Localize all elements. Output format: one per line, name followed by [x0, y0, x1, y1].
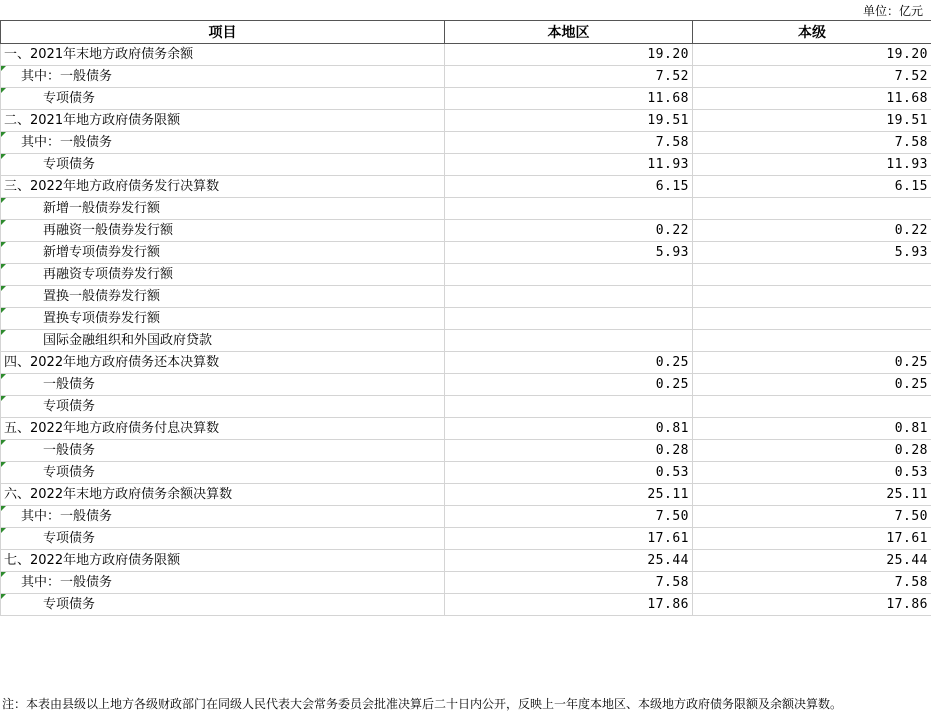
- table-row: [1, 352, 931, 374]
- local-value-cell[interactable]: 5.93: [445, 242, 693, 264]
- level-value-cell[interactable]: [693, 264, 931, 286]
- table-row: [1, 154, 931, 176]
- row-label: 一般债务: [43, 377, 96, 392]
- local-value-cell[interactable]: 0.81: [445, 418, 693, 440]
- local-value-cell[interactable]: 7.58: [445, 572, 693, 594]
- level-value-cell[interactable]: 11.93: [693, 154, 931, 176]
- level-value-cell[interactable]: 19.51: [693, 110, 931, 132]
- cell-marker-icon: [1, 330, 6, 335]
- row-label: 专项债务: [43, 399, 96, 414]
- table-row: [1, 374, 931, 396]
- level-value-cell[interactable]: 0.25: [693, 374, 931, 396]
- level-value-cell[interactable]: 7.52: [693, 66, 931, 88]
- unit-label: 单位：亿元: [862, 4, 923, 18]
- row-label-cell[interactable]: [1, 352, 445, 374]
- local-value-cell[interactable]: 17.61: [445, 528, 693, 550]
- level-value-cell[interactable]: 11.68: [693, 88, 931, 110]
- table-row: [1, 286, 931, 308]
- local-value-cell[interactable]: 0.53: [445, 462, 693, 484]
- row-label: 新增一般债券发行额: [43, 201, 161, 216]
- level-value-cell[interactable]: [693, 330, 931, 352]
- row-label: 二、2021年地方政府债务限额: [4, 113, 181, 128]
- table-row: [1, 484, 931, 506]
- table-row: [1, 462, 931, 484]
- level-value-cell[interactable]: 7.50: [693, 506, 931, 528]
- local-value-cell[interactable]: [445, 264, 693, 286]
- row-label-cell[interactable]: [1, 132, 445, 154]
- cell-marker-icon: [1, 220, 6, 225]
- row-label-cell[interactable]: [1, 308, 445, 330]
- row-label-cell[interactable]: [1, 484, 445, 506]
- table-row: [1, 176, 931, 198]
- row-label-cell[interactable]: [1, 44, 445, 66]
- local-value-cell[interactable]: 19.20: [445, 44, 693, 66]
- row-label-cell[interactable]: [1, 88, 445, 110]
- row-label-cell[interactable]: [1, 198, 445, 220]
- table-row: [1, 396, 931, 418]
- row-label-cell[interactable]: [1, 154, 445, 176]
- table-row: [1, 198, 931, 220]
- row-label-cell[interactable]: [1, 264, 445, 286]
- header-local[interactable]: 本地区: [445, 21, 693, 44]
- local-value-cell[interactable]: [445, 198, 693, 220]
- row-label: 其中：一般债务: [21, 69, 113, 84]
- level-value-cell[interactable]: 17.86: [693, 594, 931, 616]
- row-label-cell[interactable]: [1, 418, 445, 440]
- row-label-cell[interactable]: [1, 462, 445, 484]
- row-label-cell[interactable]: [1, 506, 445, 528]
- local-value-cell[interactable]: 6.15: [445, 176, 693, 198]
- row-label: 专项债务: [43, 531, 96, 546]
- level-value-cell[interactable]: 6.15: [693, 176, 931, 198]
- local-value-cell[interactable]: [445, 308, 693, 330]
- level-value-cell[interactable]: 0.53: [693, 462, 931, 484]
- row-label: 专项债务: [43, 91, 96, 106]
- row-label-cell[interactable]: [1, 440, 445, 462]
- row-label-cell[interactable]: [1, 286, 445, 308]
- row-label-cell[interactable]: [1, 176, 445, 198]
- level-value-cell[interactable]: 7.58: [693, 132, 931, 154]
- level-value-cell[interactable]: 0.25: [693, 352, 931, 374]
- row-label-cell[interactable]: [1, 220, 445, 242]
- table-row: [1, 88, 931, 110]
- row-label: 再融资一般债券发行额: [43, 223, 174, 238]
- level-value-cell[interactable]: 19.20: [693, 44, 931, 66]
- cell-marker-icon: [1, 374, 6, 379]
- table-row: [1, 594, 931, 616]
- local-value-cell[interactable]: 11.68: [445, 88, 693, 110]
- row-label: 专项债务: [43, 157, 96, 172]
- table-row: [1, 330, 931, 352]
- row-label-cell[interactable]: [1, 330, 445, 352]
- local-value-cell[interactable]: 7.50: [445, 506, 693, 528]
- table-row: [1, 132, 931, 154]
- local-value-cell[interactable]: 25.11: [445, 484, 693, 506]
- table-row: [1, 550, 931, 572]
- local-value-cell[interactable]: 19.51: [445, 110, 693, 132]
- footnote: 注：本表由县级以上地方各级财政部门在同级人民代表大会常务委员会批准决算后二十日内公开，反映上一年度本地区、本级地方政府债务限额及余额决算数。: [2, 697, 843, 711]
- table-row: [1, 418, 931, 440]
- row-label-cell[interactable]: [1, 110, 445, 132]
- local-value-cell[interactable]: 11.93: [445, 154, 693, 176]
- level-value-cell[interactable]: 0.22: [693, 220, 931, 242]
- table-row: [1, 264, 931, 286]
- local-value-cell[interactable]: 0.25: [445, 352, 693, 374]
- row-label: 专项债务: [43, 597, 96, 612]
- table-row: [1, 528, 931, 550]
- level-value-cell[interactable]: [693, 308, 931, 330]
- local-value-cell[interactable]: [445, 286, 693, 308]
- cell-marker-icon: [1, 506, 6, 511]
- row-label: 六、2022年末地方政府债务余额决算数: [4, 487, 233, 502]
- row-label-cell[interactable]: [1, 66, 445, 88]
- local-value-cell[interactable]: 7.58: [445, 132, 693, 154]
- level-value-cell[interactable]: [693, 286, 931, 308]
- local-value-cell[interactable]: 0.25: [445, 374, 693, 396]
- row-label-cell[interactable]: [1, 396, 445, 418]
- level-value-cell[interactable]: 0.28: [693, 440, 931, 462]
- table-row: [1, 44, 931, 66]
- row-label: 其中：一般债务: [21, 575, 113, 590]
- cell-marker-icon: [1, 198, 6, 203]
- row-label: 新增专项债券发行额: [43, 245, 161, 260]
- cell-marker-icon: [1, 572, 6, 577]
- debt-table: [0, 20, 931, 616]
- cell-marker-icon: [1, 242, 6, 247]
- level-value-cell[interactable]: 25.11: [693, 484, 931, 506]
- level-value-cell[interactable]: 17.61: [693, 528, 931, 550]
- row-label: 一、2021年末地方政府债务余额: [4, 47, 194, 62]
- cell-marker-icon: [1, 440, 6, 445]
- level-value-cell[interactable]: 7.58: [693, 572, 931, 594]
- header-level[interactable]: 本级: [693, 21, 931, 44]
- row-label: 其中：一般债务: [21, 135, 113, 150]
- table-row: [1, 110, 931, 132]
- row-label-cell[interactable]: [1, 572, 445, 594]
- row-label: 国际金融组织和外国政府贷款: [43, 333, 213, 348]
- cell-marker-icon: [1, 264, 6, 269]
- cell-marker-icon: [1, 396, 6, 401]
- local-value-cell[interactable]: 0.28: [445, 440, 693, 462]
- level-value-cell[interactable]: [693, 396, 931, 418]
- row-label: 七、2022年地方政府债务限额: [4, 553, 181, 568]
- table-header-row: [1, 21, 931, 44]
- header-item[interactable]: 项目: [1, 21, 445, 44]
- cell-marker-icon: [1, 286, 6, 291]
- row-label-cell[interactable]: [1, 242, 445, 264]
- level-value-cell[interactable]: 25.44: [693, 550, 931, 572]
- level-value-cell[interactable]: [693, 198, 931, 220]
- cell-marker-icon: [1, 132, 6, 137]
- cell-marker-icon: [1, 154, 6, 159]
- cell-marker-icon: [1, 528, 6, 533]
- row-label-cell[interactable]: [1, 594, 445, 616]
- cell-marker-icon: [1, 594, 6, 599]
- row-label: 专项债务: [43, 465, 96, 480]
- row-label-cell[interactable]: [1, 550, 445, 572]
- local-value-cell[interactable]: 17.86: [445, 594, 693, 616]
- cell-marker-icon: [1, 462, 6, 467]
- row-label: 一般债务: [43, 443, 96, 458]
- row-label: 再融资专项债券发行额: [43, 267, 174, 282]
- table-row: [1, 308, 931, 330]
- row-label: 三、2022年地方政府债务发行决算数: [4, 179, 220, 194]
- table-row: [1, 242, 931, 264]
- row-label: 置换专项债券发行额: [43, 311, 161, 326]
- table-row: [1, 440, 931, 462]
- cell-marker-icon: [1, 66, 6, 71]
- table-row: [1, 220, 931, 242]
- local-value-cell[interactable]: [445, 330, 693, 352]
- level-value-cell[interactable]: 5.93: [693, 242, 931, 264]
- local-value-cell[interactable]: [445, 396, 693, 418]
- table-row: [1, 572, 931, 594]
- table-row: [1, 506, 931, 528]
- level-value-cell[interactable]: 0.81: [693, 418, 931, 440]
- local-value-cell[interactable]: 0.22: [445, 220, 693, 242]
- row-label-cell[interactable]: [1, 528, 445, 550]
- local-value-cell[interactable]: 7.52: [445, 66, 693, 88]
- cell-marker-icon: [1, 88, 6, 93]
- row-label: 其中：一般债务: [21, 509, 113, 524]
- row-label: 五、2022年地方政府债务付息决算数: [4, 421, 220, 436]
- row-label: 置换一般债券发行额: [43, 289, 161, 304]
- table-row: [1, 66, 931, 88]
- row-label-cell[interactable]: [1, 374, 445, 396]
- cell-marker-icon: [1, 308, 6, 313]
- local-value-cell[interactable]: 25.44: [445, 550, 693, 572]
- row-label: 四、2022年地方政府债务还本决算数: [4, 355, 220, 370]
